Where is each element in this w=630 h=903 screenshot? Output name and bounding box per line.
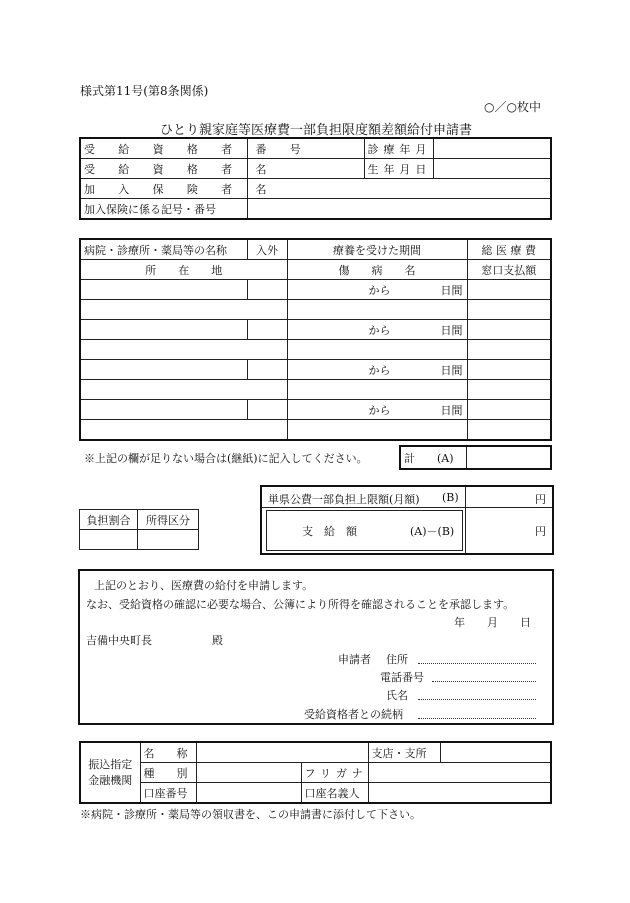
furigana-label: フリガナ <box>301 763 368 783</box>
yen-1: 円 <box>535 493 546 506</box>
payment-formula: (A)－(B) <box>410 525 455 538</box>
form-number: 様式第11号(第8条関係) <box>80 84 209 98</box>
limit-table <box>260 485 554 555</box>
address-label: 住所 <box>386 653 408 666</box>
address-input[interactable] <box>418 651 536 664</box>
address-field[interactable] <box>80 300 287 320</box>
divider <box>465 487 466 553</box>
period-field[interactable]: から 日間 <box>287 400 467 420</box>
recipient-name-label: 受 給 資 格 者 名 <box>80 159 247 179</box>
declaration-line1: 上記のとおり、医療費の給付を申請します。 <box>94 579 314 592</box>
col-address-header: 所 在 地 <box>80 260 287 280</box>
name-input[interactable] <box>418 687 536 700</box>
divider <box>262 507 552 508</box>
limit-label: 単県公費一部負担上限額(月額) <box>268 493 420 506</box>
table-row <box>80 360 551 380</box>
col-period-header: 療養を受けた期間 <box>287 239 467 260</box>
name-label: 氏名 <box>386 689 408 702</box>
treatment-month-label: 診療年月 <box>364 138 433 159</box>
insured-name-field[interactable] <box>247 179 551 199</box>
table-row <box>80 320 551 340</box>
total-cost-field[interactable] <box>467 400 551 420</box>
table-row <box>80 420 551 441</box>
branch-field[interactable] <box>440 742 551 763</box>
disease-field[interactable] <box>287 420 467 441</box>
insured-name-label: 加 入 保 険 者 名 <box>80 179 247 199</box>
payment-label: 支 給 額 <box>302 525 357 538</box>
hospital-name-field[interactable] <box>80 320 247 340</box>
table-row <box>80 400 551 420</box>
hospital-name-field[interactable] <box>80 280 247 300</box>
insurance-symbol-field[interactable] <box>247 199 551 220</box>
declaration-line2: なお、受給資格の確認に必要な場合、公簿により所得を確認されることを承認します。 <box>86 598 515 611</box>
copay-field[interactable] <box>467 300 551 320</box>
total-cost-field[interactable] <box>467 280 551 300</box>
applicant-table <box>79 137 552 220</box>
birth-date-label: 生年月日 <box>364 159 433 179</box>
insurance-symbol-label: 加入保険に係る記号・番号 <box>80 199 247 220</box>
table-row <box>80 300 551 320</box>
copay-field[interactable] <box>467 340 551 360</box>
birth-date-field[interactable] <box>433 159 551 179</box>
col-copay-header: 窓口支払額 <box>467 260 551 280</box>
address-field[interactable] <box>80 340 287 360</box>
relation-input[interactable] <box>418 706 536 719</box>
period-field[interactable]: から 日間 <box>287 320 467 340</box>
total-table <box>399 445 552 470</box>
address-field[interactable] <box>80 380 287 400</box>
burden-ratio-label: 負担割合 <box>80 510 138 530</box>
total-label-cell: 計 (A) <box>400 446 466 469</box>
disease-field[interactable] <box>287 300 467 320</box>
disease-field[interactable] <box>287 380 467 400</box>
declaration-box <box>78 569 554 725</box>
hospital-name-field[interactable] <box>80 360 247 380</box>
inout-field[interactable] <box>247 280 287 300</box>
account-type-field[interactable] <box>196 763 301 783</box>
col-inout-header: 入外 <box>247 239 287 260</box>
bank-name-label: 名 称 <box>140 742 196 763</box>
col-hospital-header: 病院・診療所・薬局等の名称 <box>80 239 247 260</box>
yen-2: 円 <box>535 525 546 538</box>
recipient-number-label: 受 給 資 格 者 番 号 <box>80 138 247 159</box>
table-row <box>80 280 551 300</box>
furigana-field[interactable] <box>368 763 551 783</box>
inout-field[interactable] <box>247 400 287 420</box>
col-disease-header: 傷 病 名 <box>287 260 467 280</box>
date-field[interactable]: 年 月 日 <box>454 616 531 629</box>
burden-table <box>79 509 199 550</box>
table-row <box>80 380 551 400</box>
applicant-label: 申請者 <box>338 653 371 666</box>
period-field[interactable]: から 日間 <box>287 360 467 380</box>
copay-field[interactable] <box>467 380 551 400</box>
income-class-field[interactable] <box>138 530 199 550</box>
total-cost-field[interactable] <box>467 360 551 380</box>
account-type-label: 種 別 <box>140 763 196 783</box>
honorific: 殿 <box>212 634 223 647</box>
relation-label: 受給資格者との続柄 <box>304 708 403 721</box>
phone-label: 電話番号 <box>380 671 424 684</box>
footer-note: ※病院・診療所・薬局等の領収書を、この申請書に添付して下さい。 <box>80 808 421 821</box>
phone-input[interactable] <box>432 669 536 682</box>
treatment-month-field[interactable] <box>433 138 551 159</box>
inout-field[interactable] <box>247 360 287 380</box>
account-holder-label: 口座名義人 <box>301 783 368 804</box>
burden-ratio-field[interactable] <box>80 530 138 550</box>
copay-field[interactable] <box>467 420 551 441</box>
insufficient-note: ※上記の欄が足りない場合は(継紙)に記入してください。 <box>84 452 368 465</box>
hospital-name-field[interactable] <box>80 400 247 420</box>
period-field[interactable]: から 日間 <box>287 280 467 300</box>
income-class-label: 所得区分 <box>138 510 199 530</box>
bank-name-field[interactable] <box>196 742 368 763</box>
address-field[interactable] <box>80 420 287 441</box>
account-number-field[interactable] <box>196 783 301 804</box>
disease-field[interactable] <box>287 340 467 360</box>
limit-mark: (B) <box>442 491 459 504</box>
table-row <box>80 340 551 360</box>
total-cost-field[interactable] <box>467 320 551 340</box>
branch-label: 支店・支所 <box>368 742 440 763</box>
medical-table <box>79 238 552 441</box>
sheet-count: ○／○枚中 <box>484 100 541 114</box>
addressee: 吉備中央町長 <box>86 634 152 647</box>
total-field[interactable] <box>466 446 551 469</box>
account-number-label: 口座番号 <box>140 783 196 804</box>
account-holder-field[interactable] <box>368 783 551 804</box>
bank-table <box>79 741 552 804</box>
page-title: ひとり親家庭等医療費一部負担限度額差額給付申請書 <box>160 123 473 138</box>
inout-field[interactable] <box>247 320 287 340</box>
col-total-cost-header: 総 医 療 費 <box>467 239 551 260</box>
bank-group-label: 振込指定 金融機関 <box>80 742 140 803</box>
